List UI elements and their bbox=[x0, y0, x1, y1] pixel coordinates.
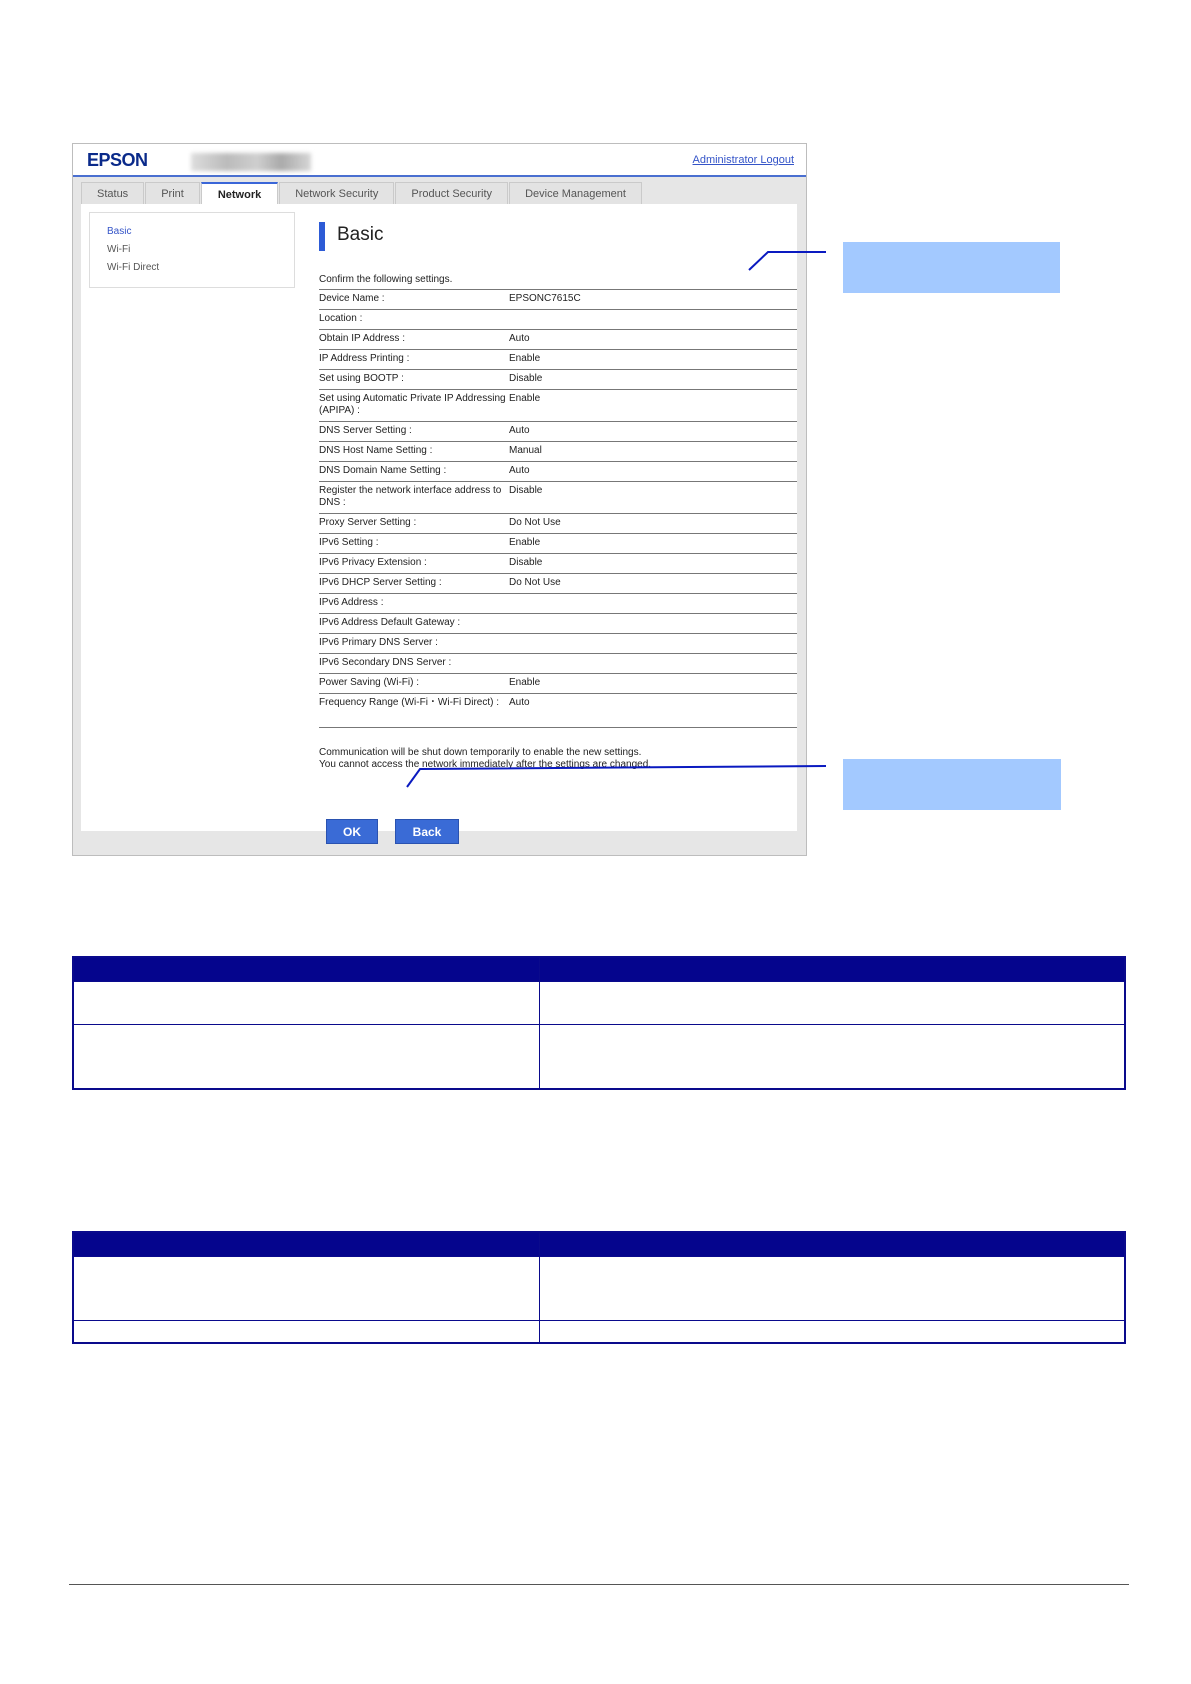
table-cell bbox=[74, 1257, 540, 1320]
setting-value: Enable bbox=[509, 537, 541, 548]
table-cell bbox=[540, 1025, 1124, 1088]
table-row bbox=[74, 1024, 1124, 1088]
setting-label: IPv6 DHCP Server Setting : bbox=[319, 577, 442, 588]
sidebar-item-basic[interactable]: Basic bbox=[107, 226, 132, 237]
tab-device-management[interactable]: Device Management bbox=[509, 182, 642, 204]
setting-label: Frequency Range (Wi-Fi・Wi-Fi Direct) : bbox=[319, 697, 500, 708]
setting-value: Auto bbox=[509, 697, 530, 708]
setting-label: Proxy Server Setting : bbox=[319, 517, 417, 528]
tab-print[interactable]: Print bbox=[145, 182, 200, 204]
header-cell bbox=[74, 1233, 540, 1256]
setting-value: Disable bbox=[509, 557, 543, 568]
setting-label: IP Address Printing : bbox=[319, 353, 410, 364]
table-row bbox=[74, 1320, 1124, 1342]
table-cell bbox=[74, 1025, 540, 1088]
setting-value: Do Not Use bbox=[509, 517, 561, 528]
table-row bbox=[74, 981, 1124, 1024]
brand-logo: EPSON bbox=[87, 150, 148, 170]
setting-value: Auto bbox=[509, 465, 530, 476]
confirm-text: Confirm the following settings. bbox=[319, 274, 453, 285]
page-title: Basic bbox=[337, 224, 384, 245]
setting-label: IPv6 Primary DNS Server : bbox=[319, 637, 438, 648]
setting-label: Power Saving (Wi-Fi) : bbox=[319, 677, 420, 688]
sidebar-item-wifi[interactable]: Wi-Fi bbox=[107, 244, 131, 255]
callout-box-1 bbox=[843, 242, 1060, 293]
administrator-logout-link[interactable]: Administrator Logout bbox=[692, 154, 794, 166]
setting-label: IPv6 Address : bbox=[319, 597, 384, 608]
tab-product-security[interactable]: Product Security bbox=[395, 182, 508, 204]
notice-line-2: You cannot access the network immediately after the settings are changed. bbox=[319, 759, 652, 770]
setting-label: IPv6 Secondary DNS Server : bbox=[319, 657, 452, 668]
header-cell bbox=[74, 958, 540, 981]
ok-button[interactable]: OK bbox=[326, 819, 378, 844]
callout-line-1 bbox=[749, 252, 826, 270]
setting-label: DNS Host Name Setting : bbox=[319, 445, 433, 456]
table-cell bbox=[74, 982, 540, 1024]
setting-label: IPv6 Privacy Extension : bbox=[319, 557, 427, 568]
setting-value: Enable bbox=[509, 393, 541, 404]
tab-network-security[interactable]: Network Security bbox=[279, 182, 394, 204]
table-cell bbox=[540, 1321, 1124, 1342]
tab-status[interactable]: Status bbox=[81, 182, 144, 204]
setting-label: Register the network interface address to DNS : bbox=[319, 485, 502, 508]
reference-table-2 bbox=[72, 1231, 1126, 1344]
setting-label: Location : bbox=[319, 313, 363, 324]
table-cell bbox=[540, 1257, 1124, 1320]
setting-label: IPv6 Address Default Gateway : bbox=[319, 617, 461, 628]
header-cell bbox=[540, 958, 1124, 981]
setting-value: Enable bbox=[509, 677, 541, 688]
table-cell bbox=[540, 982, 1124, 1024]
setting-label: Device Name : bbox=[319, 293, 385, 304]
table-row bbox=[74, 1256, 1124, 1320]
setting-label: Set using BOOTP : bbox=[319, 373, 404, 384]
notice-line-1: Communication will be shut down temporarily to enable the new settings. bbox=[319, 747, 642, 758]
callout-box-2 bbox=[843, 759, 1061, 810]
reference-table-1 bbox=[72, 956, 1126, 1090]
back-button[interactable]: Back bbox=[395, 819, 459, 844]
setting-value: Auto bbox=[509, 425, 530, 436]
setting-label: DNS Domain Name Setting : bbox=[319, 465, 447, 476]
setting-value: Disable bbox=[509, 373, 543, 384]
sidebar-item-wifi-direct[interactable]: Wi-Fi Direct bbox=[107, 262, 160, 273]
footer-divider bbox=[69, 1584, 1129, 1585]
setting-label: IPv6 Setting : bbox=[319, 537, 379, 548]
setting-value: EPSONC7615C bbox=[509, 293, 581, 304]
table-cell bbox=[74, 1321, 540, 1342]
setting-value: Do Not Use bbox=[509, 577, 561, 588]
setting-value: Disable bbox=[509, 485, 543, 496]
setting-value: Manual bbox=[509, 445, 542, 456]
table-header bbox=[74, 1233, 1124, 1256]
table-header bbox=[74, 958, 1124, 981]
setting-label: Obtain IP Address : bbox=[319, 333, 405, 344]
setting-label: Set using Automatic Private IP Addressing (APIPA) : bbox=[319, 393, 506, 416]
setting-value: Enable bbox=[509, 353, 541, 364]
setting-value: Auto bbox=[509, 333, 530, 344]
tab-network[interactable]: Network bbox=[201, 182, 278, 204]
header-cell bbox=[540, 1233, 1124, 1256]
setting-label: DNS Server Setting : bbox=[319, 425, 412, 436]
callout-line-2 bbox=[407, 766, 826, 787]
